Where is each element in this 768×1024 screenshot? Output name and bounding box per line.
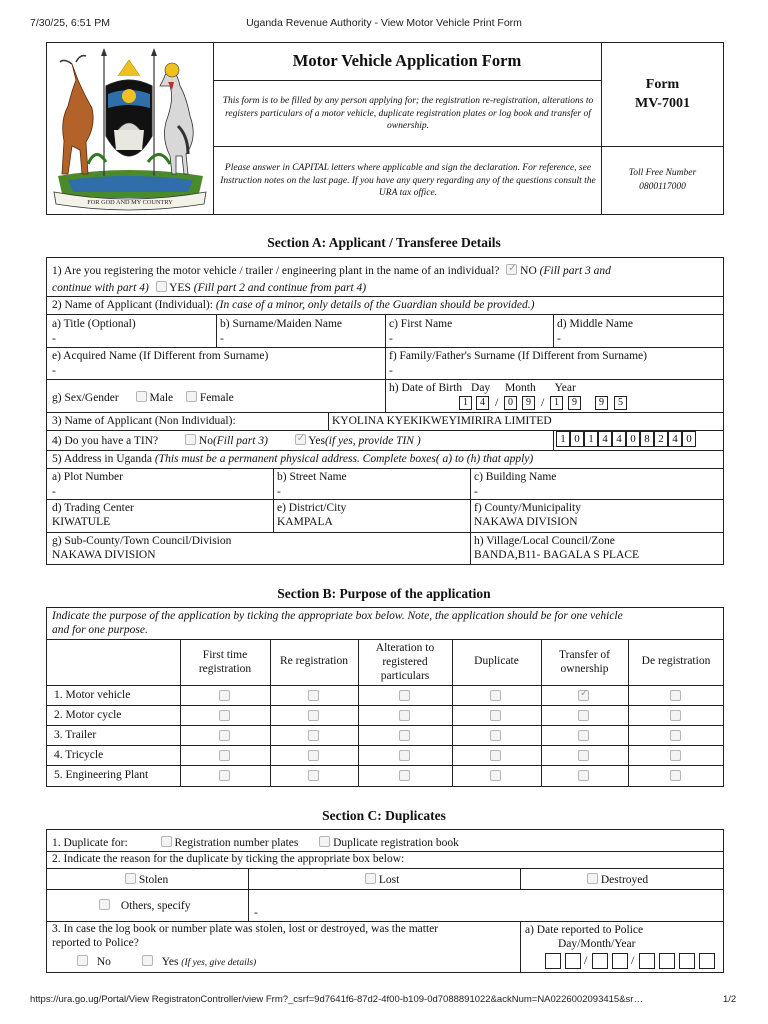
lost-option: Lost [365,873,399,887]
purpose-checkbox[interactable] [308,770,319,781]
col-de-registration: De registration [641,655,711,667]
village-value[interactable]: BANDA,B11- BAGALA S PLACE [474,549,640,561]
toll-free-label: Toll Free Number [628,168,697,178]
purpose-checkbox[interactable] [308,710,319,721]
purpose-checkbox[interactable] [670,730,681,741]
female-checkbox[interactable] [186,391,197,402]
purpose-checkbox[interactable] [308,750,319,761]
registration-book-checkbox[interactable] [319,836,330,847]
police-yes-checkbox[interactable] [142,955,153,966]
subcounty-label: g) Sub-County/Town Council/Division [52,535,232,547]
plot-label: a) Plot Number [52,471,123,483]
lost-checkbox[interactable] [365,873,376,884]
q1-text-line2: continue with part 4) YES (Fill part 2 and continue from part 4) [52,282,367,294]
dob-digit[interactable]: 5 [614,396,627,410]
tin-digit[interactable]: 0 [626,431,640,447]
purpose-checkbox[interactable] [399,710,410,721]
police-report-question: 3. In case the log book or number plate was stolen, lost or destroyed, was the matter [52,923,439,935]
section-c-title: Section C: Duplicates [322,808,446,823]
stolen-checkbox[interactable] [125,873,136,884]
col-alteration: Alteration to registered particulars [375,642,435,682]
police-year-box[interactable] [699,953,715,969]
police-day-box[interactable] [565,953,581,969]
tin-digit[interactable]: 4 [612,431,626,447]
first-name-label: c) First Name [389,318,453,330]
purpose-checkbox[interactable] [578,730,589,741]
q3-label: 3) Name of Applicant (Non Individual): [52,415,236,427]
form-code: MV-7001 [635,96,690,111]
purpose-checkbox[interactable] [670,690,681,701]
dob-digit[interactable]: 1 [550,396,563,410]
purpose-checkbox[interactable] [399,690,410,701]
police-year-box[interactable] [639,953,655,969]
tin-yes-checkbox[interactable] [295,434,306,445]
row-motor-cycle: 2. Motor cycle [54,709,122,721]
dob-digit[interactable]: 1 [459,396,472,410]
destroyed-checkbox[interactable] [587,873,598,884]
first-name-value[interactable]: - [389,333,393,345]
purpose-checkbox[interactable] [578,710,589,721]
tin-digit[interactable]: 4 [668,431,682,447]
title-value[interactable]: - [52,333,56,345]
police-date-label: a) Date reported to Police [525,924,644,936]
acquired-name-label: e) Acquired Name (If Different from Surname) [52,350,269,362]
row-tricycle: 4. Tricycle [54,749,104,761]
col-first-time-registration: First time registration [198,649,252,675]
section-a-title: Section A: Applicant / Transferee Details [267,235,501,250]
duplicate-for-row: 1. Duplicate for: Registration number plates Duplicate registration book [52,837,459,849]
police-month-box[interactable] [612,953,628,969]
plot-value[interactable]: - [52,486,56,498]
purpose-checkbox[interactable] [399,770,410,781]
dob-digit[interactable]: 9 [568,396,581,410]
row-motor-vehicle: 1. Motor vehicle [54,689,131,701]
purpose-checkbox[interactable] [578,690,589,701]
tin-digit[interactable]: 4 [598,431,612,447]
form-instructions: Please answer in CAPITAL letters where applicable and sign the declaration. For reference, see Instruction notes on the last page. If you have any query regarding any of the questions consult the URA tax office. [220,163,596,198]
purpose-checkbox[interactable] [219,750,230,761]
purpose-checkbox[interactable] [219,710,230,721]
police-report-question-line2: reported to Police? [52,937,139,949]
purpose-checkbox[interactable] [670,750,681,761]
row-trailer: 3. Trailer [54,729,97,741]
purpose-checkbox[interactable] [219,730,230,741]
subcounty-value[interactable]: NAKAWA DIVISION [52,549,156,561]
building-label: c) Building Name [474,471,557,483]
purpose-checkbox[interactable] [219,770,230,781]
tin-no-checkbox[interactable] [185,434,196,445]
police-report-options: No Yes (If yes, give details) [77,955,256,970]
form-title: Motor Vehicle Application Form [292,51,522,70]
police-month-box[interactable] [592,953,608,969]
purpose-checkbox[interactable] [490,750,501,761]
destroyed-option: Destroyed [587,873,648,887]
purpose-checkbox[interactable] [399,730,410,741]
purpose-checkbox[interactable] [399,750,410,761]
dob-digit[interactable]: 9 [595,396,608,410]
middle-name-value[interactable]: - [557,333,561,345]
others-value[interactable]: - [254,907,258,919]
purpose-checkbox[interactable] [219,690,230,701]
duplicate-reason-text: 2. Indicate the reason for the duplicate by ticking the appropriate box below: [52,853,405,865]
purpose-checkbox[interactable] [308,730,319,741]
purpose-checkbox[interactable] [490,710,501,721]
section-b-note: Indicate the purpose of the application by ticking the appropriate box below. Note, the application should be for one vehicle [52,610,623,622]
row-engineering-plant: 5. Engineering Plant [54,769,149,781]
q3-value[interactable]: KYOLINA KYEKIKWEYIMIRIRA LIMITED [332,415,552,427]
purpose-checkbox[interactable] [578,750,589,761]
tin-digit[interactable]: 1 [584,431,598,447]
print-url: https://ura.go.ug/Portal/View RegistratonController/view Frm?_csrf=9d7641f6-87d2-4f00-b109-0d7088891022&ackNum=NA0226002093415&sr… [30,994,643,1005]
police-no-checkbox[interactable] [77,955,88,966]
street-label: b) Street Name [277,471,347,483]
tin-digit[interactable]: 1 [556,431,570,447]
stolen-option: Stolen [125,873,168,887]
purpose-checkbox[interactable] [490,730,501,741]
others-option: Others, specify [99,899,191,913]
svg-text:FOR GOD AND MY COUNTRY: FOR GOD AND MY COUNTRY [87,199,173,206]
section-b-title: Section B: Purpose of the application [277,586,491,601]
number-plates-checkbox[interactable] [161,836,172,847]
county-label: f) County/Municipality [474,502,582,514]
family-name-label: f) Family/Father's Surname (If Different from Surname) [389,350,647,362]
village-label: h) Village/Local Council/Zone [474,535,615,547]
section-b-note2: and for one purpose. [52,624,148,636]
form-intro: This form is to be filled by any person applying for; the registration re-registration, alterations to registers particulars of a motor vehicle, duplicate registration plates or log book and transfer of ownership. [222,96,594,131]
purpose-checkbox[interactable] [578,770,589,781]
trading-label: d) Trading Center [52,502,134,514]
q1-no-checkbox[interactable] [506,264,517,275]
uganda-coat-of-arms [48,46,211,212]
dob-label: h) Date of Birth Day Month Year [389,382,576,394]
q1-text: 1) Are you registering the motor vehicle / trailer / engineering plant in the name of an individual? ✓ NO (Fill part 3 and [52,264,611,278]
sex-row: g) Sex/Gender Male Female [52,392,234,404]
surname-label: b) Surname/Maiden Name [220,318,342,330]
middle-name-label: d) Middle Name [557,318,634,330]
col-re-registration: Re registration [279,655,349,667]
print-datetime: 7/30/25, 6:51 PM [30,17,110,29]
col-transfer-of-ownership: Transfer of ownership [559,649,610,675]
tin-digit[interactable]: 0 [682,431,696,447]
purpose-checkbox[interactable] [490,770,501,781]
police-date-format: Day/Month/Year [558,938,636,950]
district-value[interactable]: KAMPALA [277,516,333,528]
q4-row: 4) Do you have a TIN? No(Fill part 3) ✓ Yes(if yes, provide TIN ) [52,434,421,448]
police-year-box[interactable] [679,953,695,969]
tin-digit[interactable]: 2 [654,431,668,447]
q5-text: 5) Address in Uganda (This must be a permanent physical address. Complete boxes( a) to (h) that apply) [52,453,534,465]
building-value[interactable]: - [474,486,478,498]
purpose-checkbox[interactable] [490,690,501,701]
q2-text: 2) Name of Applicant (Individual): (In case of a minor, only details of the Guardian should be provided.) [52,299,535,311]
print-title: Uganda Revenue Authority - View Motor Vehicle Print Form [246,17,522,29]
dob-digit[interactable]: 0 [504,396,517,410]
surname-value[interactable]: - [220,333,224,345]
toll-free-number: 0800117000 [639,182,686,192]
police-day-box[interactable] [545,953,561,969]
county-value[interactable]: NAKAWA DIVISION [474,516,578,528]
q1-yes-checkbox[interactable] [156,281,167,292]
male-checkbox[interactable] [136,391,147,402]
district-label: e) District/City [277,502,347,514]
purpose-checkbox[interactable] [308,690,319,701]
others-checkbox[interactable] [99,899,110,910]
title-label: a) Title (Optional) [52,318,136,330]
purpose-checkbox[interactable] [670,770,681,781]
dob-digit[interactable]: 9 [522,396,535,410]
tin-digit[interactable]: 0 [570,431,584,447]
col-duplicate: Duplicate [474,655,519,667]
tin-digit[interactable]: 8 [640,431,654,447]
family-name-value[interactable]: - [389,365,393,377]
print-page-number: 1/2 [723,994,737,1005]
street-value[interactable]: - [277,486,281,498]
police-year-box[interactable] [659,953,675,969]
form-label: Form [645,77,680,92]
acquired-name-value[interactable]: - [52,365,56,377]
purpose-checkbox[interactable] [670,710,681,721]
trading-value[interactable]: KIWATULE [52,516,111,528]
dob-digit[interactable]: 4 [476,396,489,410]
